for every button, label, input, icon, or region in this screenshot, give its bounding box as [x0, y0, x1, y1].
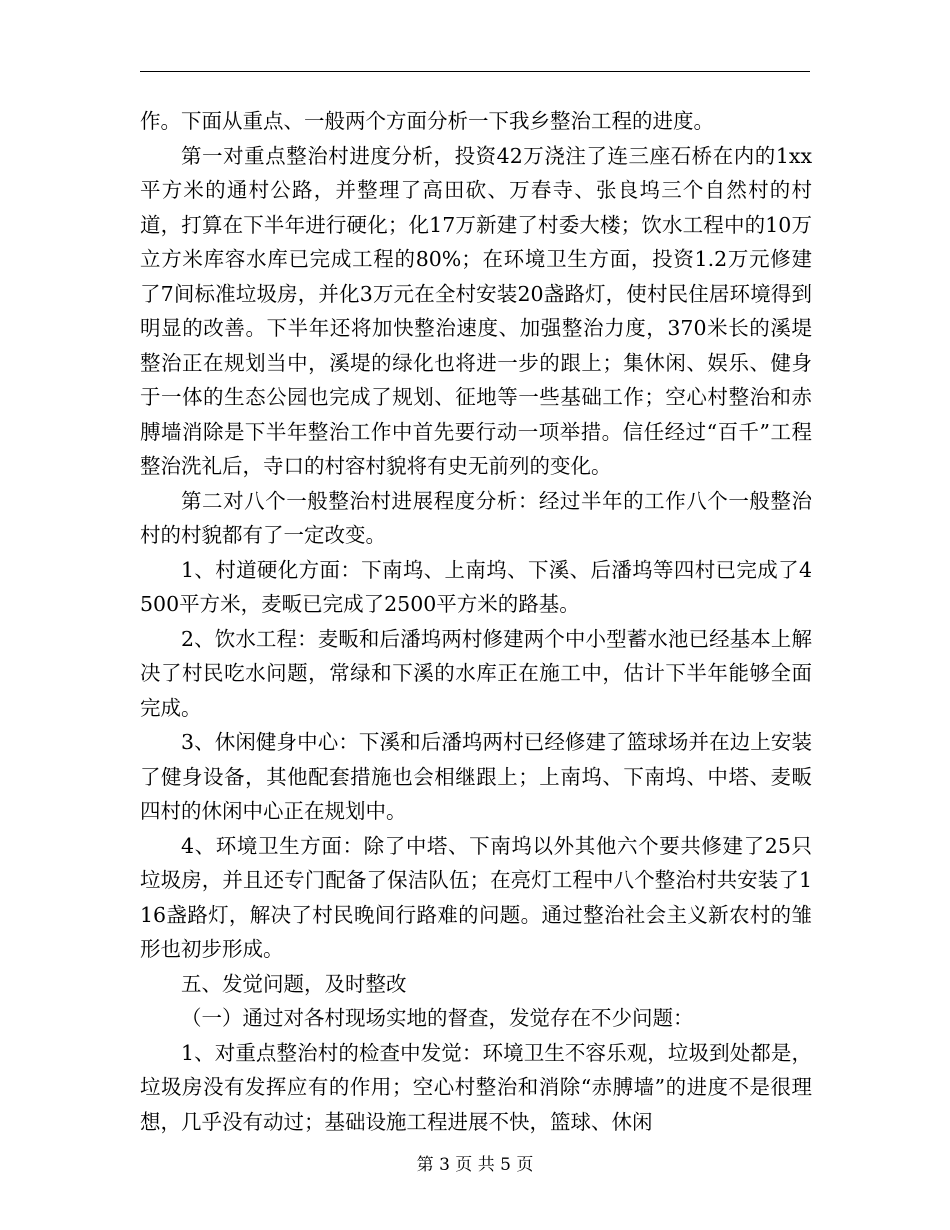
paragraph-2: 第一对重点整治村进度分析，投资42万浇注了连三座石桥在内的1xx平方米的通村公路，并整理了高田砍、万春寺、张良坞三个自然村的村道，打算在下半年进行硬化；化17万新建了村委大楼；饮水工程中的10万立方米库容水库已完成工程的80%；在环境卫生方面，投资1.2万元修建了7间标准垃圾房，并化3万元在全村安装20盏路灯，使村民住居环境得到明显的改善。下半年还将加快整治速度、加强整治力度，370米长的溪堤整治正在规划当中，溪堤的绿化也将进一步的跟上；集休闲、娱乐、健身于一体的生态公园也完成了规划、征地等一些基础工作；空心村整治和赤膊墙消除是下半年整治工作中首先要行动一项举措。信任经过“百千”工程整治洗礼后，寺口的村容村貌将有史无前列的变化。 — [140, 143, 812, 478]
section-heading: 五、发觉问题，及时整改 — [181, 971, 407, 996]
paragraph-3: 第二对八个一般整治村进展程度分析：经过半年的工作八个一般整治村的村貌都有了一定改变。 — [140, 488, 812, 547]
paragraph-4: 1、村道硬化方面：下南坞、上南坞、下溪、后潘坞等四村已完成了4500平方米，麦畈已完成了2500平方米的路基。 — [140, 557, 812, 616]
document-body — [140, 104, 812, 1139]
paragraph-10: 1、对重点整治村的检查中发觉：环境卫生不容乐观，垃圾到处都是，垃圾房没有发挥应有的作用；空心村整治和消除“赤膊墙”的进度不是很理想，几乎没有动过；基础设施工程进展不快，篮球、休闲 — [140, 1040, 812, 1134]
paragraph-7: 4、环境卫生方面：除了中塔、下南坞以外其他六个要共修建了25只垃圾房，并且还专门配备了保洁队伍；在亮灯工程中八个整治村共安装了116盏路灯，解决了村民晚间行路难的问题。通过整治社会主义新农村的雏形也初步形成。 — [140, 833, 812, 961]
subsection-heading: （一）通过对各村现场实地的督查，发觉存在不少问题： — [181, 1006, 694, 1030]
paragraph-1: 作。下面从重点、一般两个方面分析一下我乡整治工程的进度。 — [140, 109, 714, 133]
page-number: 第 3 页 共 5 页 — [416, 1155, 534, 1175]
header-rule — [140, 71, 810, 72]
paragraph-6: 3、休闲健身中心：下溪和后潘坞两村已经修建了篮球场并在边上安装了健身设备，其他配套措施也会相继跟上；上南坞、下南坞、中塔、麦畈四村的休闲中心正在规划中。 — [140, 730, 812, 823]
paragraph-5: 2、饮水工程：麦畈和后潘坞两村修建两个中小型蓄水池已经基本上解决了村民吃水问题，常绿和下溪的水库正在施工中，估计下半年能够全面完成。 — [140, 626, 812, 720]
